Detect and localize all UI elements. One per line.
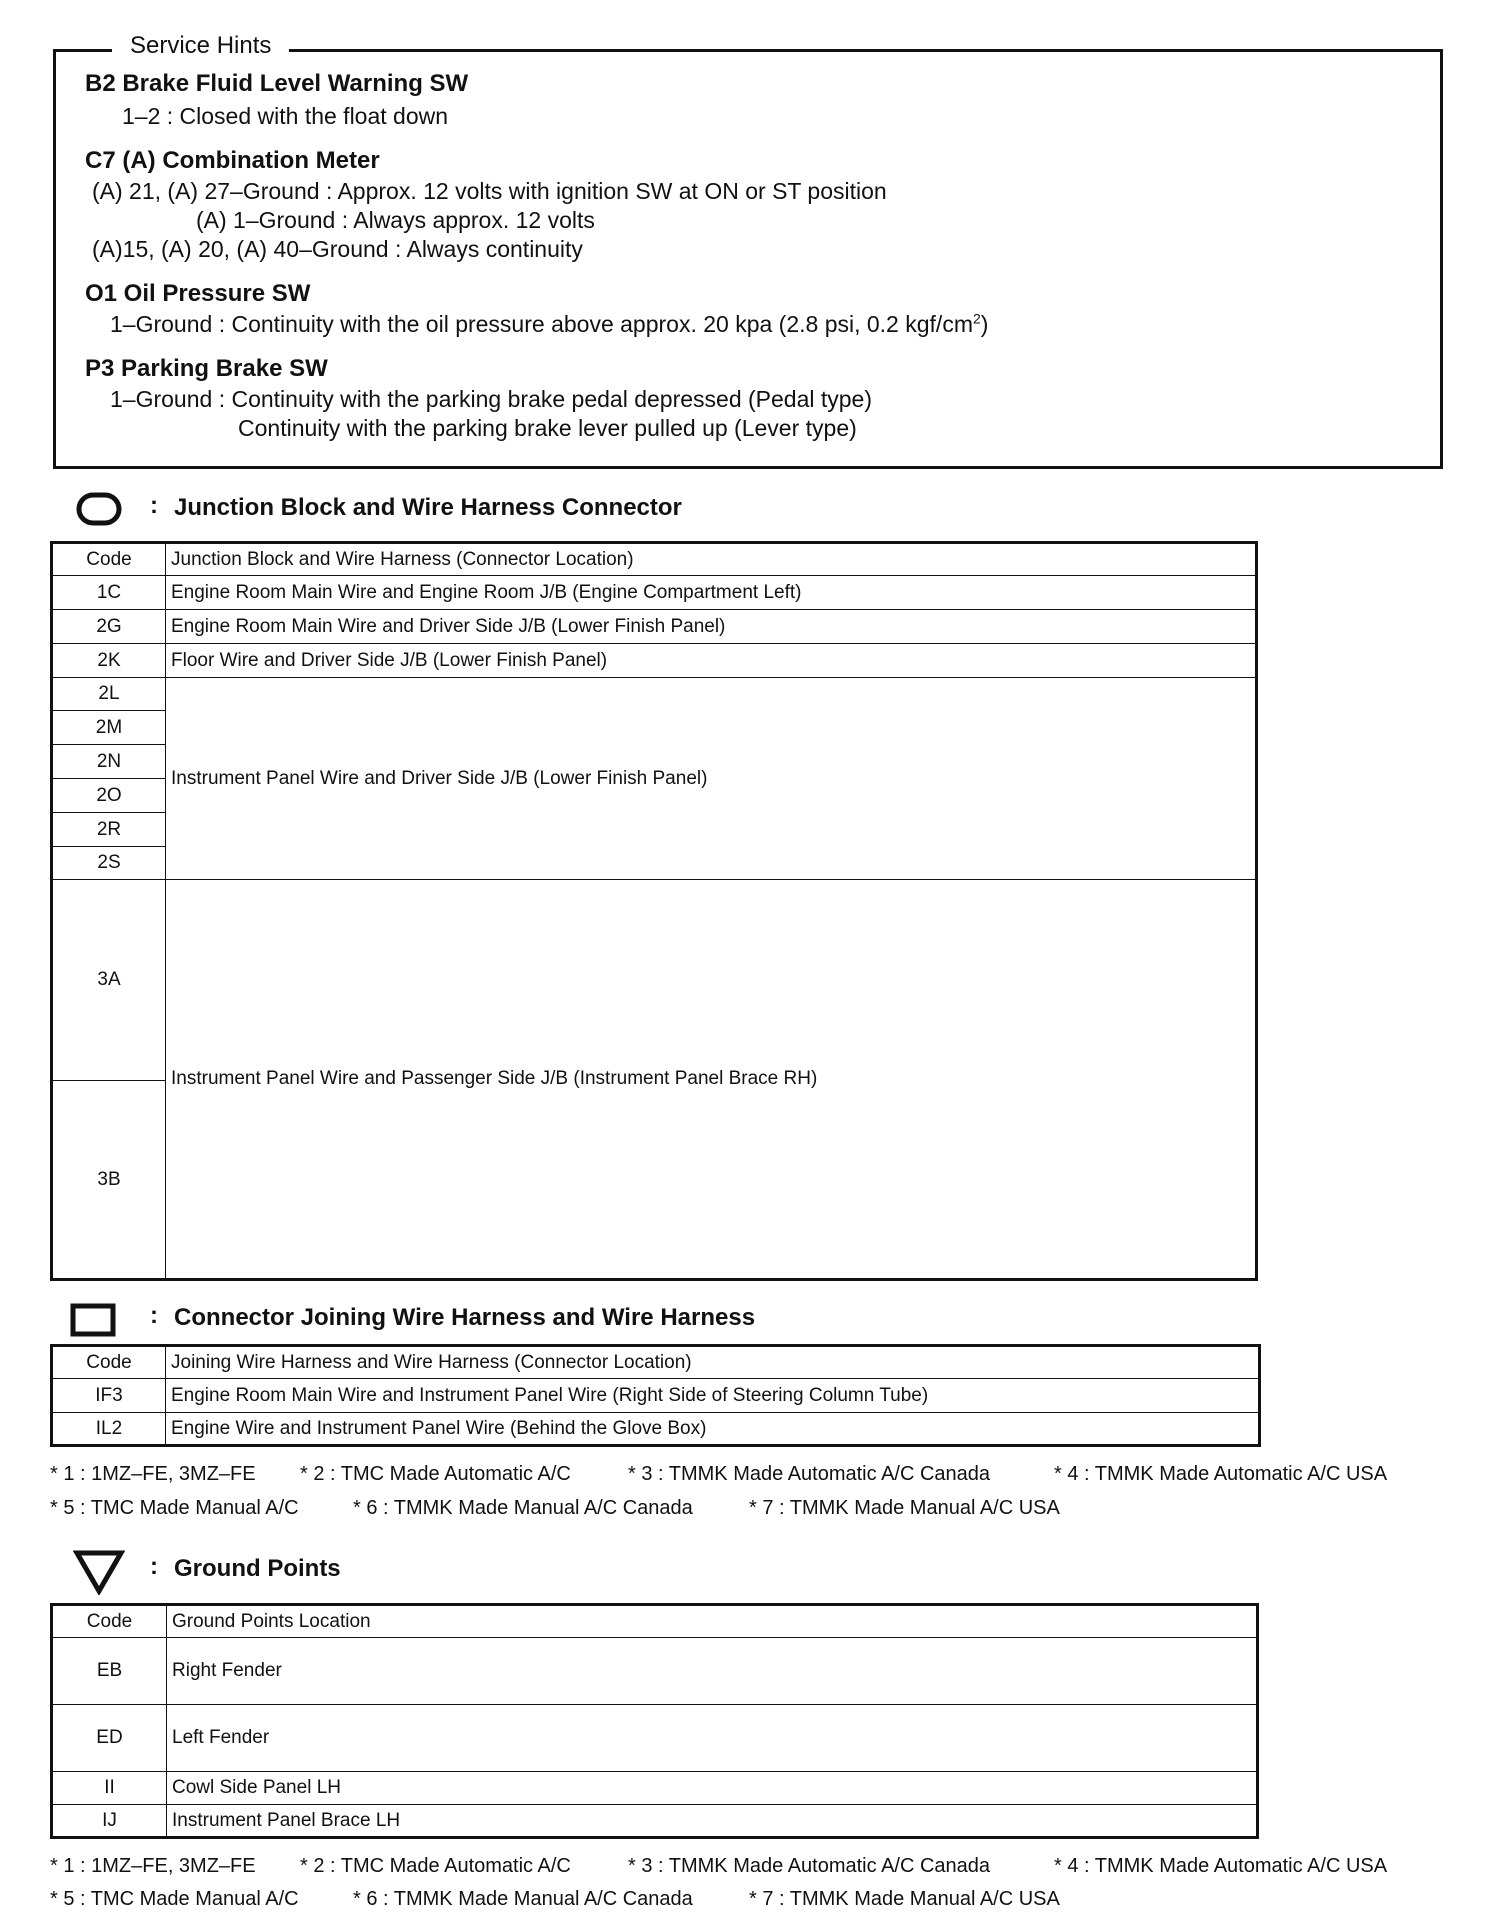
footnote-3: * 3 : TMMK Made Automatic A/C Canada xyxy=(628,1855,991,1877)
hint-line: 1–2 : Closed with the float down xyxy=(122,103,449,129)
row-code: 3A xyxy=(52,880,166,1081)
connector-section-title: Connector Joining Wire Harness and Wire Harness xyxy=(174,1304,756,1331)
row-code: 2S xyxy=(52,847,166,880)
row-code: 2L xyxy=(52,678,166,711)
footnote-1: * 1 : 1MZ–FE, 3MZ–FE xyxy=(50,1463,256,1485)
hint-line: 1–Ground : Continuity with the oil pressure above approx. 20 kpa (2.8 psi, 0.2 kgf/$cm^2$) xyxy=(110,310,989,337)
hint-heading-b2: B2 Brake Fluid Level Warning SW xyxy=(85,70,469,97)
table-row xyxy=(52,1638,1258,1705)
footnote-6: * 6 : TMMK Made Manual A/C Canada xyxy=(353,1888,693,1910)
footnote-4: * 4 : TMMK Made Automatic A/C USA xyxy=(1054,1855,1388,1877)
row-code: 2N xyxy=(52,745,166,779)
header-desc: Ground Points Location xyxy=(167,1605,1258,1638)
hint-line: Continuity with the parking brake lever pulled up (Lever type) xyxy=(238,415,857,441)
hint-line: 1–Ground : Continuity with the parking brake pedal depressed (Pedal type) xyxy=(110,386,873,412)
footnote-7: * 7 : TMMK Made Manual A/C USA xyxy=(749,1888,1060,1910)
hint-line: (A) 21, (A) 27–Ground : Approx. 12 volts with ignition SW at ON or ST position xyxy=(92,178,887,204)
table-row xyxy=(52,644,1257,678)
hint-heading-p3: P3 Parking Brake SW xyxy=(85,355,328,382)
footnote-5: * 5 : TMC Made Manual A/C xyxy=(50,1497,299,1519)
row-desc: Engine Room Main Wire and Driver Side J/B (Lower Finish Panel) xyxy=(166,610,1257,644)
header-code: Code xyxy=(52,1346,166,1379)
row-code: IL2 xyxy=(52,1413,166,1446)
row-desc: Cowl Side Panel LH xyxy=(167,1772,1258,1805)
row-desc: Left Fender xyxy=(167,1705,1258,1772)
row-desc: Right Fender xyxy=(167,1638,1258,1705)
table-row xyxy=(52,1805,1258,1838)
footnote-1: * 1 : 1MZ–FE, 3MZ–FE xyxy=(50,1855,256,1877)
row-desc: Instrument Panel Wire and Passenger Side J/B (Instrument Panel Brace RH) xyxy=(166,880,1257,1280)
connector-table xyxy=(50,1344,1261,1447)
footnote-7: * 7 : TMMK Made Manual A/C USA xyxy=(749,1497,1060,1519)
row-desc: Engine Room Main Wire and Instrument Panel Wire (Right Side of Steering Column Tube) xyxy=(166,1379,1260,1413)
ground-section-title: Ground Points xyxy=(174,1555,341,1582)
row-desc: Floor Wire and Driver Side J/B (Lower Finish Panel) xyxy=(166,644,1257,678)
row-code: 2G xyxy=(52,610,166,644)
footnote-4: * 4 : TMMK Made Automatic A/C USA xyxy=(1054,1463,1388,1485)
row-desc: Engine Wire and Instrument Panel Wire (Behind the Glove Box) xyxy=(166,1413,1260,1446)
table-row xyxy=(52,1705,1258,1772)
junction-colon: : xyxy=(150,492,158,519)
header-desc: Joining Wire Harness and Wire Harness (Connector Location) xyxy=(166,1346,1260,1379)
row-code: 2R xyxy=(52,813,166,847)
row-code: EB xyxy=(52,1638,167,1705)
header-desc: Junction Block and Wire Harness (Connector Location) xyxy=(166,543,1257,576)
row-code: 1C xyxy=(52,576,166,610)
table-header-row xyxy=(52,543,1257,576)
row-code: IJ xyxy=(52,1805,167,1838)
header-code: Code xyxy=(52,543,166,576)
table-row xyxy=(52,1772,1258,1805)
row-code: II xyxy=(52,1772,167,1805)
footnote-6: * 6 : TMMK Made Manual A/C Canada xyxy=(353,1497,693,1519)
table-row xyxy=(52,1413,1260,1446)
hint-line: (A)15, (A) 20, (A) 40–Ground : Always continuity xyxy=(92,236,583,262)
row-code: 3B xyxy=(52,1081,166,1280)
table-row xyxy=(52,610,1257,644)
row-desc: Instrument Panel Brace LH xyxy=(167,1805,1258,1838)
connector-colon: : xyxy=(150,1302,158,1329)
table-header-row xyxy=(52,1346,1260,1379)
service-hints-title: Service Hints xyxy=(112,32,289,60)
table-row xyxy=(52,1379,1260,1413)
junction-table xyxy=(50,541,1258,1281)
row-code: 2K xyxy=(52,644,166,678)
row-code: ED xyxy=(52,1705,167,1772)
hint-heading-o1: O1 Oil Pressure SW xyxy=(85,280,311,307)
hint-line: (A) 1–Ground : Always approx. 12 volts xyxy=(196,207,595,233)
row-code: 2M xyxy=(52,711,166,745)
table-header-row xyxy=(52,1605,1258,1638)
ground-table xyxy=(50,1603,1259,1839)
ground-triangle-icon xyxy=(73,1549,125,1595)
row-desc: Instrument Panel Wire and Driver Side J/B (Lower Finish Panel) xyxy=(166,678,1257,880)
row-desc: Engine Room Main Wire and Engine Room J/B (Engine Compartment Left) xyxy=(166,576,1257,610)
hint-heading-c7: C7 (A) Combination Meter xyxy=(85,147,380,174)
rounded-connector-icon xyxy=(76,492,122,526)
row-code: 2O xyxy=(52,779,166,813)
header-code: Code xyxy=(52,1605,167,1638)
junction-section-title: Junction Block and Wire Harness Connector xyxy=(174,494,682,521)
table-row xyxy=(52,576,1257,610)
footnote-2: * 2 : TMC Made Automatic A/C xyxy=(300,1463,571,1485)
footnote-2: * 2 : TMC Made Automatic A/C xyxy=(300,1855,571,1877)
table-row xyxy=(52,678,1257,711)
ground-colon: : xyxy=(150,1553,158,1580)
footnote-3: * 3 : TMMK Made Automatic A/C Canada xyxy=(628,1463,991,1485)
square-connector-icon xyxy=(70,1303,116,1337)
table-row xyxy=(52,880,1257,1081)
row-code: IF3 xyxy=(52,1379,166,1413)
footnote-5: * 5 : TMC Made Manual A/C xyxy=(50,1888,299,1910)
